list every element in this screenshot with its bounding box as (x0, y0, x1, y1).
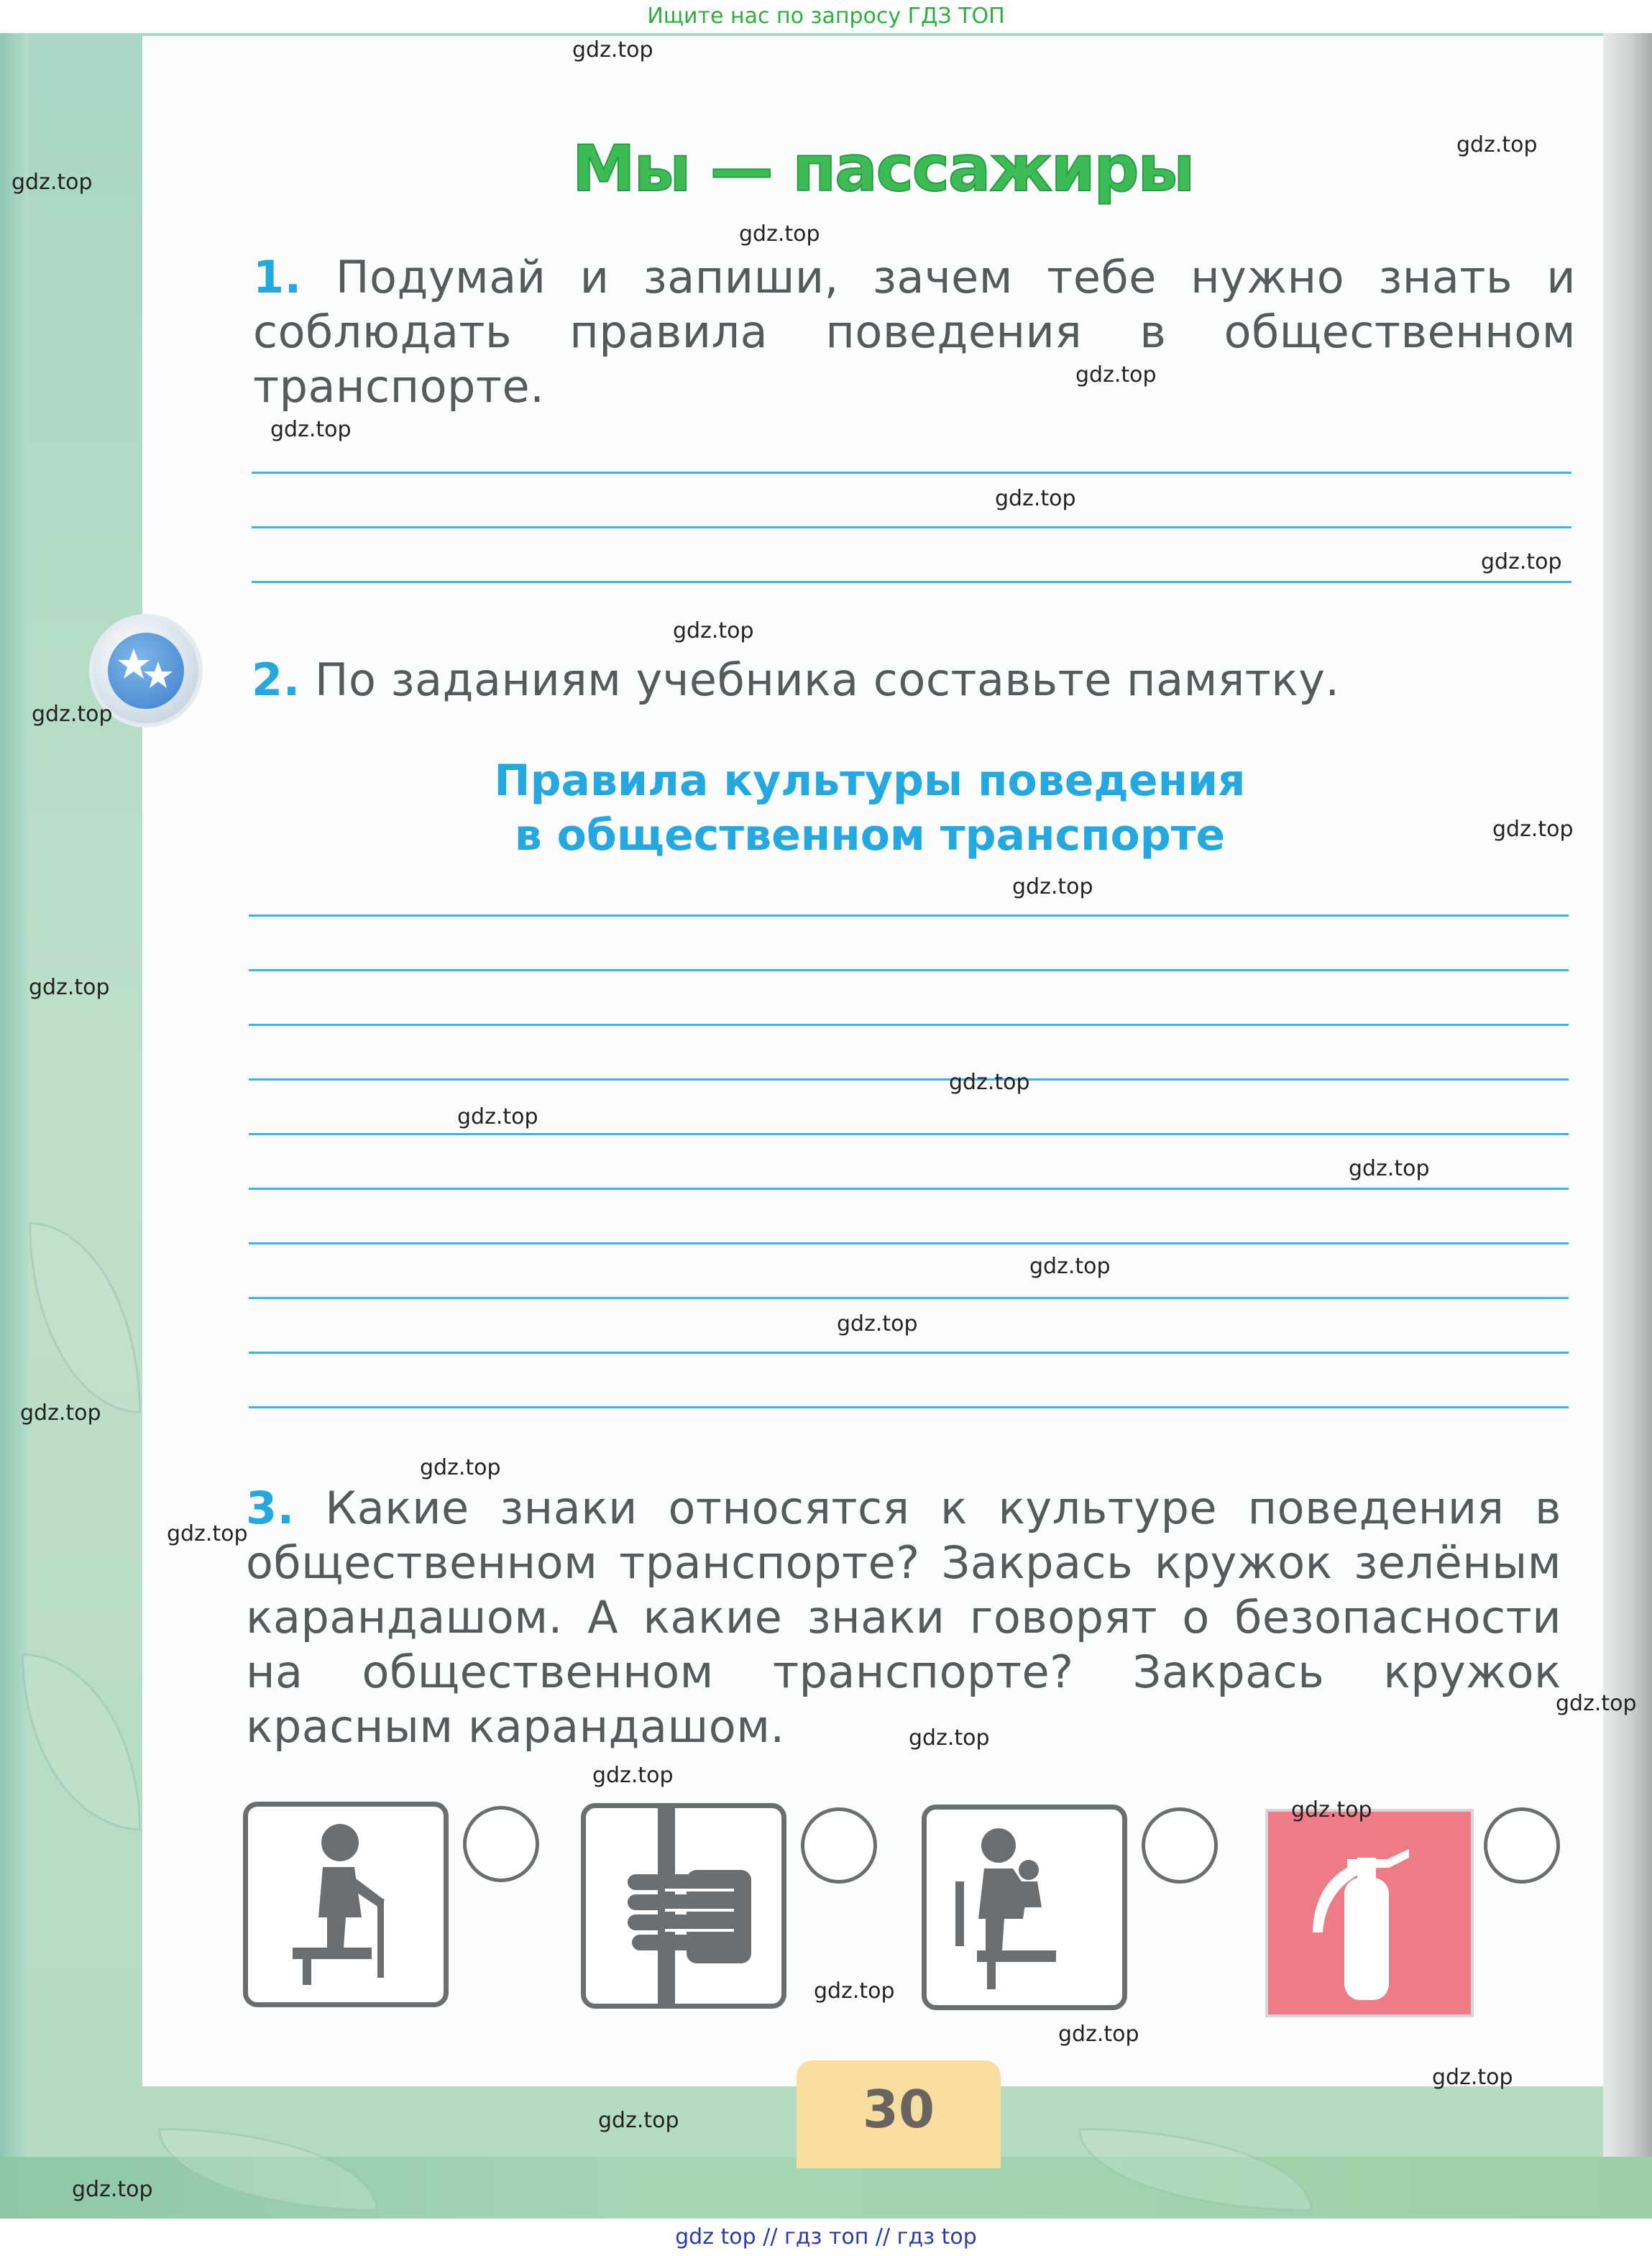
watermark: gdz.top (12, 170, 93, 195)
task-3 (246, 1481, 1561, 1754)
watermark: gdz.top (1075, 362, 1157, 388)
task-3-number: 3. (246, 1482, 295, 1534)
memo-line[interactable] (249, 1078, 1569, 1081)
watermark: gdz.top (1012, 874, 1093, 899)
memo-line[interactable] (249, 969, 1569, 971)
memo-line[interactable] (249, 1352, 1569, 1354)
watermark: gdz.top (1492, 817, 1574, 842)
stars-icon (108, 633, 184, 709)
watermark: gdz.top (32, 702, 113, 727)
watermark: gdz.top (1058, 2022, 1139, 2047)
page-right-edge (1603, 33, 1652, 2219)
answer-circle[interactable] (1142, 1807, 1218, 1884)
watermark: gdz.top (1432, 2065, 1513, 2090)
memo-line[interactable] (249, 1024, 1569, 1026)
watermark: gdz.top (814, 1978, 895, 2004)
memo-line[interactable] (249, 1242, 1569, 1244)
watermark: gdz.top (72, 2177, 153, 2202)
memo-line[interactable] (249, 1406, 1569, 1408)
elderly-seat-icon (248, 1807, 444, 2002)
task-2-number: 2. (252, 654, 300, 706)
memo-line[interactable] (249, 914, 1569, 917)
watermark: gdz.top (29, 975, 110, 1000)
memo-title-line-1: Правила культуры поведения (494, 756, 1246, 806)
task-1-text: Подумай и запиши, зачем тебе нужно знать и соблюдать правила поведения в общественном транспорте. (253, 251, 1576, 413)
watermark: gdz.top (673, 618, 754, 643)
sign-parent-with-child-seat (922, 1805, 1127, 2010)
watermark: gdz.top (1456, 132, 1538, 157)
watermark: gdz.top (739, 221, 820, 247)
answer-line[interactable] (252, 581, 1571, 583)
watermark: gdz.top (598, 2108, 679, 2133)
task-2-text: По заданиям учебника составьте памятку. (314, 654, 1340, 706)
parent-with-child-seat-icon (927, 1810, 1122, 2005)
hold-handrail-icon (586, 1808, 781, 2004)
watermark: gdz.top (995, 486, 1076, 511)
page-number: 30 (862, 2079, 935, 2140)
watermark: gdz.top (20, 1400, 101, 1426)
sign-hold-handrail (581, 1803, 786, 2009)
watermark: gdz.top (1291, 1797, 1372, 1822)
answer-circle[interactable] (1484, 1807, 1560, 1884)
memo-title-line-2: в общественном транспорте (514, 810, 1226, 861)
watermark: gdz.top (1481, 549, 1562, 574)
bottom-banner[interactable]: gdz top // гдз топ // гдз top (675, 2224, 977, 2250)
task-2 (252, 653, 1402, 707)
memo-line[interactable] (249, 1297, 1569, 1299)
watermark: gdz.top (909, 1725, 990, 1751)
sign-elderly-seat (243, 1802, 449, 2007)
watermark: gdz.top (1556, 1691, 1637, 1716)
watermark: gdz.top (420, 1455, 501, 1480)
sign-fire-extinguisher (1265, 1809, 1474, 2017)
watermark: gdz.top (572, 37, 653, 63)
watermark: gdz.top (592, 1763, 674, 1788)
memo-line[interactable] (249, 1188, 1569, 1190)
watermark: gdz.top (457, 1104, 538, 1129)
top-banner[interactable]: Ищите нас по запросу ГДЗ ТОП (647, 4, 1005, 29)
watermark: gdz.top (270, 417, 352, 442)
task-1 (253, 250, 1576, 414)
watermark: gdz.top (1029, 1254, 1111, 1279)
answer-line[interactable] (252, 472, 1571, 474)
watermark: gdz.top (837, 1311, 918, 1336)
page-title: Мы — пассажиры (572, 132, 1194, 206)
answer-circle[interactable] (801, 1807, 877, 1884)
fire-extinguisher-icon (1268, 1812, 1471, 2014)
memo-line[interactable] (249, 1133, 1569, 1135)
task-1-number: 1. (253, 251, 302, 303)
task-3-text: Какие знаки относятся к культуре поведения в общественном транспорте? Закрась кружок зелёным карандашом. А какие знаки говорят о безопасности на общественном транспорте? Закрась кружок красным карандашом. (246, 1482, 1561, 1753)
watermark: gdz.top (167, 1521, 248, 1546)
book-spine (0, 33, 29, 2219)
watermark: gdz.top (949, 1070, 1030, 1095)
answer-circle[interactable] (463, 1806, 539, 1882)
answer-line[interactable] (252, 526, 1571, 528)
watermark: gdz.top (1349, 1156, 1430, 1181)
